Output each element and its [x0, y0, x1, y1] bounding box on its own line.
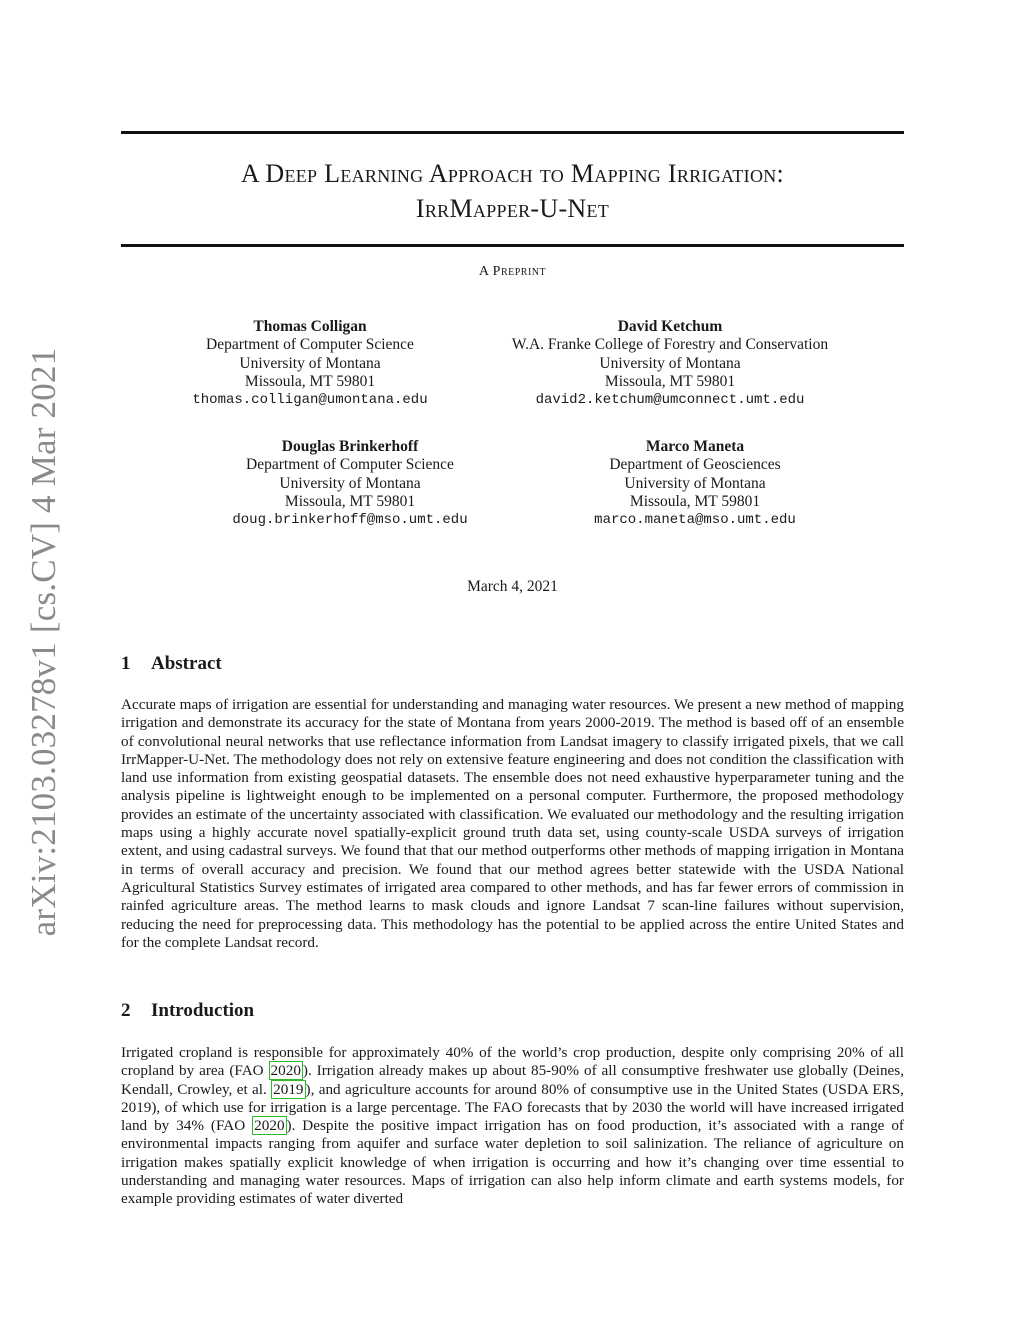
author-department: Department of Computer Science — [206, 336, 414, 354]
intro-text: ). Irrigation already makes up about 85-90% of all consumptive freshwater use globally (Deines, Kendall, Crowley, et al. — [121, 1062, 904, 1098]
section-heading-introduction — [121, 1000, 254, 1022]
publication-date: March 4, 2021 — [467, 578, 558, 595]
author-department: Department of Geosciences — [609, 456, 781, 474]
author-university: University of Montana — [599, 354, 741, 372]
citation-link[interactable]: 2019 — [273, 1080, 304, 1098]
author-name: Thomas Colligan — [253, 318, 367, 335]
author-email[interactable]: david2.ketchum@umconnect.umt.edu — [535, 392, 805, 409]
section-number: 1 — [121, 653, 131, 674]
author-email[interactable]: doug.brinkerhoff@mso.umt.edu — [232, 512, 468, 529]
author-address: Missoula, MT 59801 — [604, 372, 736, 390]
section-title: Abstract — [151, 653, 222, 674]
author-block — [545, 438, 845, 529]
title-top-rule — [121, 131, 904, 134]
section-number: 2 — [121, 1000, 131, 1021]
author-address: Missoula, MT 59801 — [284, 492, 416, 510]
abstract-paragraph: Accurate maps of irrigation are essential for understanding and managing water resources. We present a new method of mapping irrigation and demonstrate its accuracy for the state of Montana from years 2000-2019. The method is based off of an ensemble of convolutional neural networks that use reflectance information from Landsat imagery to classify irrigated pixels, that we call IrrMapper-U-Net. The methodology does not rely on extensive feature engineering and does not condition the classification with land use information from existing geospatial datasets. The ensemble does not need exhaustive hyperparameter tuning and the analysis pipeline is lightweight enough to be implemented on a personal computer. Furthermore, the proposed methodology provides an estimate of the uncertainty associated with classification. We evaluated our methodology and the resulting irrigation maps using a highly accurate novel spatially-explicit ground truth data set, using county-scale USDA surveys of irrigation extent, and using cadastral surveys. We found that that our method outperforms other methods of mapping irrigation in Montana in terms of overall accuracy and precision. We found that our method agrees better statewide with the USDA National Agricultural Statistics Survey estimates of irrigated area compared to other methods, and has far fewer errors of commission in rainfed agriculture areas. The method learns to mask clouds and ignore Landsat 7 scan-line failures without supervision, reducing the need for preprocessing data. This methodology has the potential to be applied across the entire United States and for the complete Landsat record. — [121, 696, 904, 951]
author-university: University of Montana — [239, 354, 381, 372]
author-name: Marco Maneta — [645, 438, 745, 455]
paper-title — [121, 156, 904, 226]
section-heading-abstract — [121, 653, 222, 675]
author-address: Missoula, MT 59801 — [629, 492, 761, 510]
introduction-paragraph — [121, 1044, 904, 1209]
intro-text: Irrigated cropland is responsible for approximately 40% of the world’s crop production, despite only comprising 20% of all cropland by area (FAO — [121, 1044, 904, 1080]
title-line-1: A Deep Learning Approach to Mapping Irrigation: — [240, 159, 785, 188]
citation-link[interactable]: 2020 — [254, 1117, 285, 1135]
author-block — [480, 318, 860, 409]
author-name: David Ketchum — [617, 318, 723, 335]
intro-text: ). Despite the positive impact irrigation has on food production, it’s associated with a range of environmental impacts ranging from aquifer and surface water depletion to soil salinization. The reliance of agriculture on irrigation makes spatially explicit knowledge of when irrigation is occurring and how it’s changing over time essential to understanding and managing water resources. Maps of irrigation can also help inform climate and earth systems models, for example providing estimates of water diverted — [121, 1117, 904, 1208]
title-line-2: IrrMapper-U-Net — [415, 194, 610, 223]
citation-link[interactable]: 2020 — [270, 1062, 301, 1080]
preprint-label: A Preprint — [478, 264, 547, 279]
title-bottom-rule — [121, 244, 904, 247]
author-address: Missoula, MT 59801 — [244, 372, 376, 390]
author-department: Department of Computer Science — [246, 456, 454, 474]
intro-text: ), and agriculture accounts for around 80% of consumptive use in the United States (USDA ERS, 2019), of which use for irrigation is a large percentage. The FAO forecasts that by 2030 the world will have increased irrigated land by 34% (FAO — [121, 1080, 904, 1135]
section-title: Introduction — [151, 1000, 255, 1021]
author-email[interactable]: thomas.colligan@umontana.edu — [192, 392, 428, 409]
arxiv-identifier: arXiv:2103.03278v1 [cs.CV] 4 Mar 2021 — [24, 347, 63, 937]
author-university: University of Montana — [279, 474, 421, 492]
author-department: W.A. Franke College of Forestry and Conservation — [511, 336, 829, 354]
author-email[interactable]: marco.maneta@mso.umt.edu — [594, 512, 796, 529]
author-name: Douglas Brinkerhoff — [281, 438, 419, 455]
author-block — [200, 438, 500, 529]
author-block — [160, 318, 460, 409]
author-university: University of Montana — [624, 474, 766, 492]
